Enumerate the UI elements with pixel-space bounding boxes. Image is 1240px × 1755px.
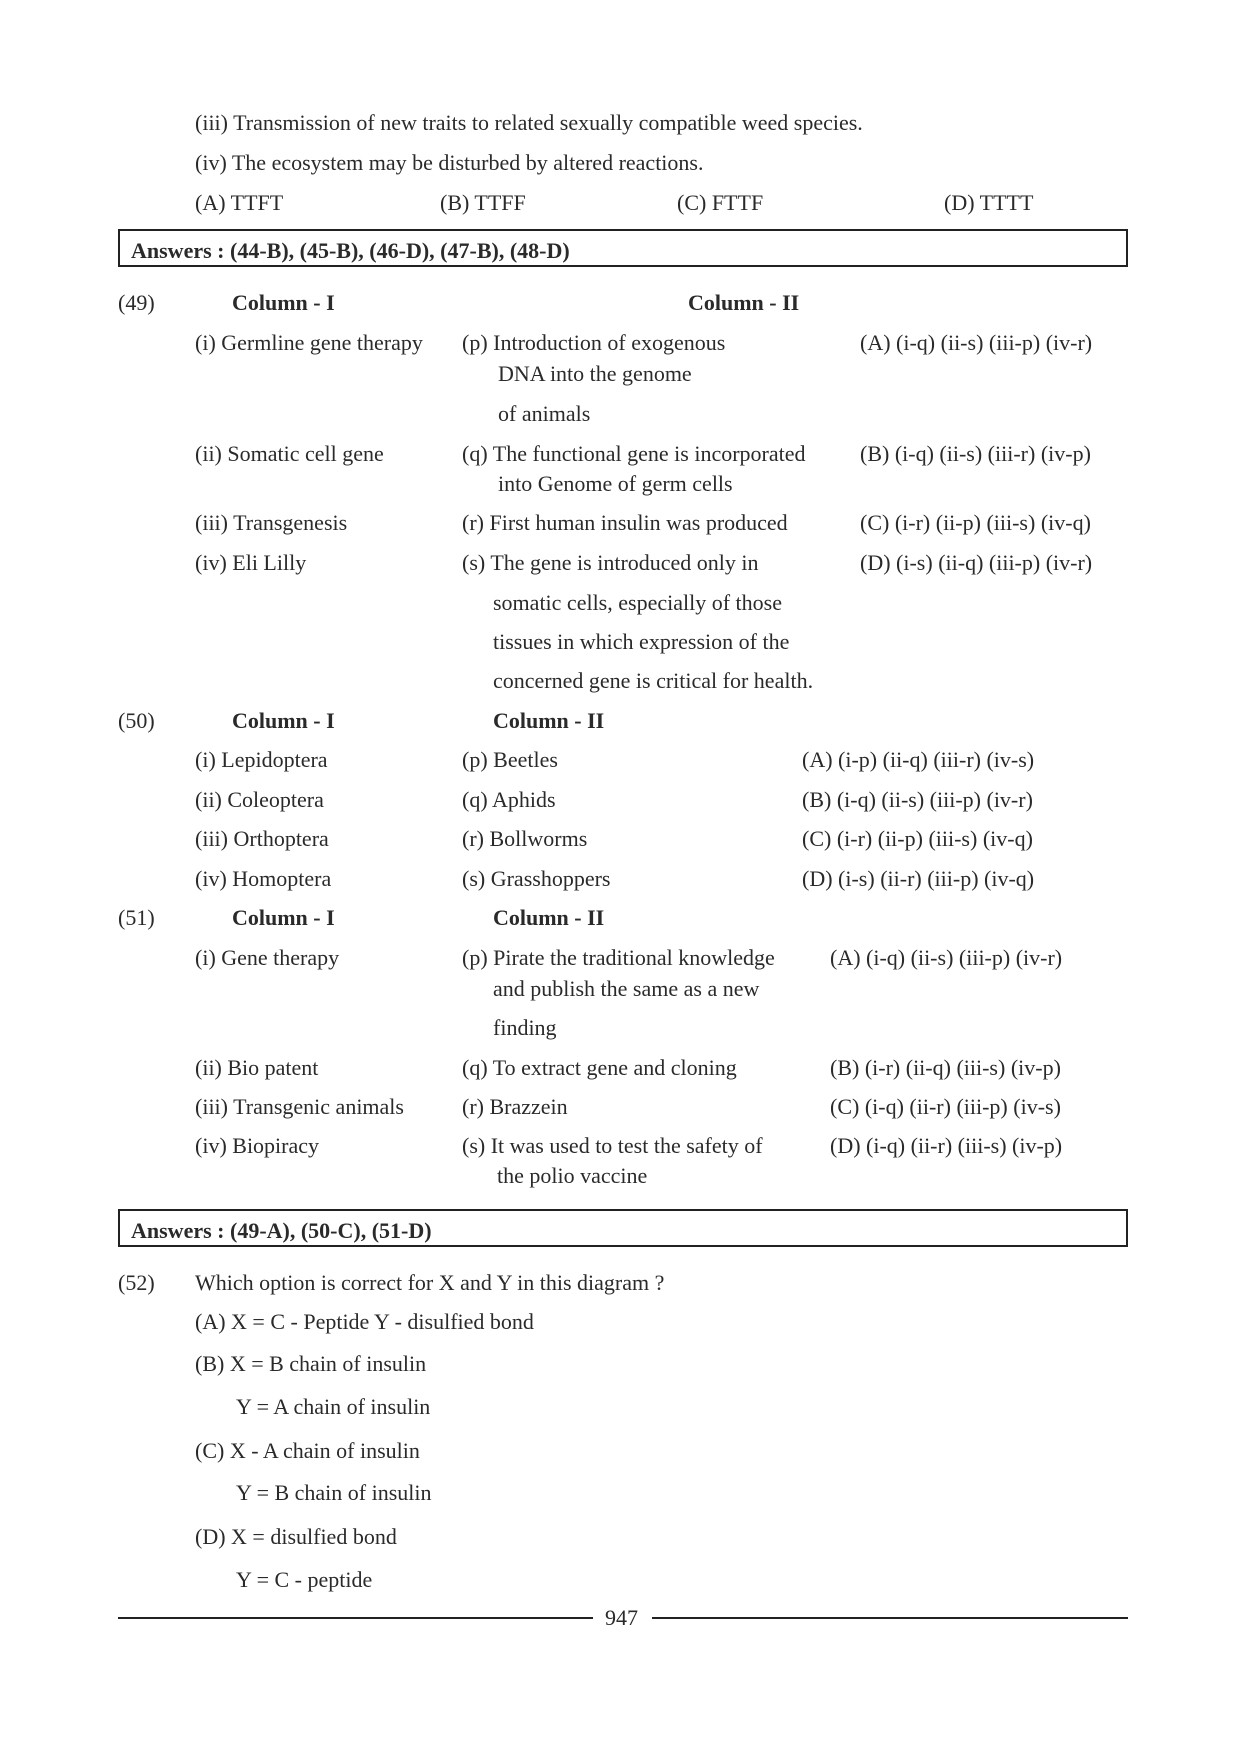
q50-c2-s: (s) Grasshoppers bbox=[462, 866, 611, 891]
q51-q-line1: (q) To extract gene and cloning bbox=[462, 1055, 737, 1080]
q48-option-b: (B) TTFF bbox=[440, 190, 526, 215]
q49-r-line1: (r) First human insulin was produced bbox=[462, 510, 788, 535]
q50-column-2-heading: Column - II bbox=[493, 708, 605, 733]
q51-p-line2: and publish the same as a new bbox=[493, 976, 760, 1001]
q49-column-1-heading: Column - I bbox=[232, 290, 335, 315]
q49-p-line2: DNA into the genome bbox=[498, 361, 692, 386]
q49-p-line1: (p) Introduction of exogenous bbox=[462, 330, 726, 355]
q50-c1-iii: (iii) Orthoptera bbox=[195, 826, 329, 851]
q48-option-c: (C) FTTF bbox=[677, 190, 764, 215]
answers-box-1 bbox=[118, 229, 1128, 267]
q49-option-a: (A) (i-q) (ii-s) (iii-p) (iv-r) bbox=[860, 330, 1093, 355]
q52-option-c-x: (C) X - A chain of insulin bbox=[195, 1438, 420, 1463]
q50-c2-p: (p) Beetles bbox=[462, 747, 558, 772]
q49-option-c: (C) (i-r) (ii-p) (iii-s) (iv-q) bbox=[860, 510, 1091, 535]
q51-option-c: (C) (i-q) (ii-r) (iii-p) (iv-s) bbox=[830, 1094, 1061, 1119]
q49-q-line2: into Genome of germ cells bbox=[498, 471, 733, 496]
q51-r-line1: (r) Brazzein bbox=[462, 1094, 568, 1119]
q51-c1-iv: (iv) Biopiracy bbox=[195, 1133, 320, 1158]
q52-option-c-y: Y = B chain of insulin bbox=[236, 1480, 432, 1505]
q51-s-line1: (s) It was used to test the safety of bbox=[462, 1133, 763, 1158]
q50-option-b: (B) (i-q) (ii-s) (iii-p) (iv-r) bbox=[802, 787, 1033, 812]
q50-option-c: (C) (i-r) (ii-p) (iii-s) (iv-q) bbox=[802, 826, 1033, 851]
page-number: 947 bbox=[605, 1605, 638, 1630]
q52-option-a: (A) X = C - Peptide Y - disulfied bond bbox=[195, 1309, 534, 1334]
q49-s-line4: concerned gene is critical for health. bbox=[493, 668, 814, 693]
q50-column-1-heading: Column - I bbox=[232, 708, 335, 733]
q49-option-b: (B) (i-q) (ii-s) (iii-r) (iv-p) bbox=[860, 441, 1091, 466]
q50-number: (50) bbox=[118, 708, 155, 733]
q51-option-b: (B) (i-r) (ii-q) (iii-s) (iv-p) bbox=[830, 1055, 1061, 1080]
q52-option-d-y: Y = C - peptide bbox=[236, 1567, 373, 1592]
q48-statement-iv: (iv) The ecosystem may be disturbed by altered reactions. bbox=[195, 150, 704, 175]
q51-column-1-heading: Column - I bbox=[232, 905, 335, 930]
q52-number: (52) bbox=[118, 1270, 155, 1295]
q51-c1-iii: (iii) Transgenic animals bbox=[195, 1094, 404, 1119]
q49-s-line3: tissues in which expression of the bbox=[493, 629, 790, 654]
q48-option-d: (D) TTTT bbox=[944, 190, 1034, 215]
q51-c1-i: (i) Gene therapy bbox=[195, 945, 340, 970]
q51-p-line1: (p) Pirate the traditional knowledge bbox=[462, 945, 775, 970]
q51-c1-ii: (ii) Bio patent bbox=[195, 1055, 319, 1080]
q49-s-line2: somatic cells, especially of those bbox=[493, 590, 782, 615]
q49-p-line3: of animals bbox=[498, 401, 591, 426]
q48-option-a: (A) TTFT bbox=[195, 190, 284, 215]
answers-box-2 bbox=[118, 1209, 1128, 1247]
q48-statement-iii: (iii) Transmission of new traits to related sexually compatible weed species. bbox=[195, 110, 863, 135]
q52-option-d-x: (D) X = disulfied bond bbox=[195, 1524, 397, 1549]
q51-column-2-heading: Column - II bbox=[493, 905, 605, 930]
footer-rule-right bbox=[652, 1617, 1128, 1619]
q49-q-line1: (q) The functional gene is incorporated bbox=[462, 441, 806, 466]
q49-number: (49) bbox=[118, 290, 155, 315]
q50-c1-i: (i) Lepidoptera bbox=[195, 747, 328, 772]
q50-option-a: (A) (i-p) (ii-q) (iii-r) (iv-s) bbox=[802, 747, 1035, 772]
q52-option-b-y: Y = A chain of insulin bbox=[236, 1394, 431, 1419]
q51-s-line2: the polio vaccine bbox=[497, 1163, 648, 1188]
answers-text-2: Answers : (49-A), (50-C), (51-D) bbox=[131, 1218, 432, 1243]
q51-option-d: (D) (i-q) (ii-r) (iii-s) (iv-p) bbox=[830, 1133, 1063, 1158]
q49-option-d: (D) (i-s) (ii-q) (iii-p) (iv-r) bbox=[860, 550, 1093, 575]
footer-rule-left bbox=[118, 1617, 593, 1619]
q49-s-line1: (s) The gene is introduced only in bbox=[462, 550, 759, 575]
answers-text-1: Answers : (44-B), (45-B), (46-D), (47-B), (48-D) bbox=[131, 238, 570, 263]
q51-p-line3: finding bbox=[493, 1015, 557, 1040]
q49-column-2-heading: Column - II bbox=[688, 290, 800, 315]
q49-c1-iv: (iv) Eli Lilly bbox=[195, 550, 307, 575]
q49-c1-iii: (iii) Transgenesis bbox=[195, 510, 348, 535]
q51-number: (51) bbox=[118, 905, 155, 930]
q50-c1-iv: (iv) Homoptera bbox=[195, 866, 332, 891]
q51-option-a: (A) (i-q) (ii-s) (iii-p) (iv-r) bbox=[830, 945, 1063, 970]
q50-option-d: (D) (i-s) (ii-r) (iii-p) (iv-q) bbox=[802, 866, 1035, 891]
q50-c1-ii: (ii) Coleoptera bbox=[195, 787, 324, 812]
q50-c2-q: (q) Aphids bbox=[462, 787, 556, 812]
q52-option-b-x: (B) X = B chain of insulin bbox=[195, 1351, 427, 1376]
q49-c1-ii: (ii) Somatic cell gene bbox=[195, 441, 384, 466]
q50-c2-r: (r) Bollworms bbox=[462, 826, 588, 851]
q49-c1-i: (i) Germline gene therapy bbox=[195, 330, 423, 355]
q52-question: Which option is correct for X and Y in this diagram ? bbox=[195, 1270, 665, 1295]
